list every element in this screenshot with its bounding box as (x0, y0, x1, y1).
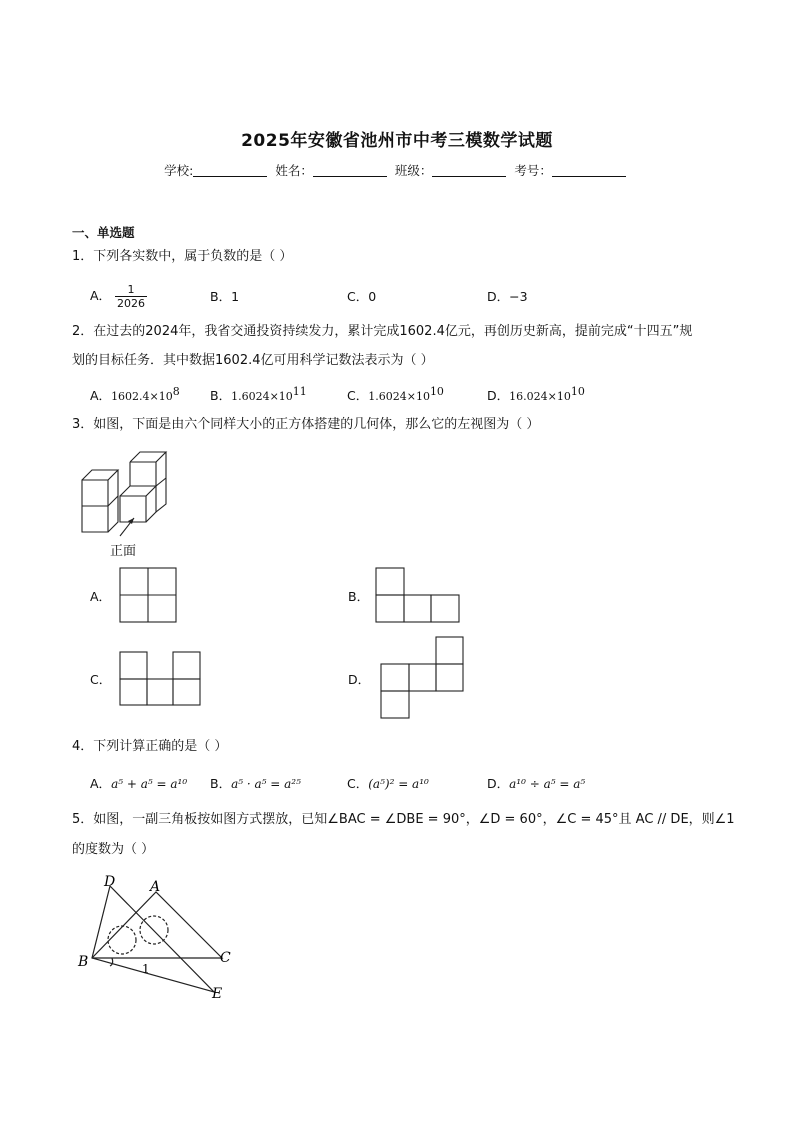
triangle-bac (92, 892, 222, 958)
q5-stem-line2: 的度数为（ ） (72, 842, 155, 857)
q2-stem-line1: 2．在过去的2024年，我省交通投资持续发力，累计完成1602.4亿元，再创历史新高，提前完成“十四五”规 (72, 324, 693, 339)
q3-stem: 3．如图，下面是由六个同样大小的正方体搭建的几何体，那么它的左视图为（ ） (72, 417, 540, 432)
section-title: 一、单选题 (72, 225, 135, 240)
q4-option-a[interactable] (90, 774, 187, 792)
q2-option-c-label: C． (347, 388, 369, 404)
q4-option-d-label: D． (487, 776, 510, 791)
q2-option-a-label: A． (90, 388, 112, 404)
school-label: 学校: (164, 163, 194, 178)
q1-stem: 1．下列各实数中，属于负数的是（ ） (72, 249, 293, 264)
label-e: E (212, 986, 223, 1002)
class-blank[interactable] (432, 164, 506, 177)
q4-option-c-label: C． (347, 776, 369, 791)
q3-option-d-figure[interactable] (380, 636, 466, 720)
q3-option-b-label[interactable]: B． (348, 589, 370, 604)
label-d: D (104, 874, 116, 890)
fraction-denominator: 2026 (117, 297, 146, 310)
angle-1-arc (110, 958, 113, 966)
q2-option-a-base: 1602.4×10 (111, 390, 173, 404)
arrow-head-icon (128, 518, 134, 524)
front-label: 正面 (110, 544, 137, 559)
number-blank[interactable] (552, 164, 626, 177)
exam-title: 2025年安徽省池州市中考三模数学试题 (241, 131, 553, 151)
q3-option-a-label[interactable]: A． (90, 589, 112, 604)
q4-option-a-expr: a⁵ + a⁵ = a¹⁰ (111, 777, 188, 791)
q4-stem: 4．下列计算正确的是（ ） (72, 739, 228, 754)
q4-option-d[interactable] (487, 774, 585, 792)
q4-option-b-expr: a⁵ · a⁵ = a²⁵ (231, 777, 301, 791)
q1-option-a-label: A． (90, 288, 112, 303)
q2-option-c-exp: 10 (429, 385, 444, 398)
q1-option-b[interactable]: B．1 (210, 289, 240, 304)
q2-stem-line2: 划的目标任务．其中数据1602.4亿可用科学记数法表示为（ ） (72, 353, 434, 368)
q3-option-d-label[interactable]: D． (348, 672, 371, 687)
label-b: B (78, 954, 89, 970)
q2-option-b-base: 1.6024×10 (231, 390, 293, 404)
q4-option-b[interactable] (210, 774, 301, 792)
q4-option-d-expr: a¹⁰ ÷ a⁵ = a⁵ (509, 777, 586, 791)
class-label: 班级： (394, 163, 433, 178)
number-label: 考号： (514, 163, 552, 178)
q3-option-b-figure[interactable] (375, 567, 461, 623)
q4-option-c[interactable] (347, 774, 429, 792)
label-c: C (220, 950, 231, 966)
q2-option-b-exp: 11 (292, 385, 307, 398)
q2-option-a[interactable] (90, 385, 180, 404)
q1-option-a[interactable] (90, 283, 147, 310)
q2-option-b-label: B． (210, 388, 232, 404)
q4-option-a-label: A． (90, 776, 112, 791)
q2-option-d[interactable] (487, 385, 585, 404)
q4-option-c-expr: (a⁵)² = a¹⁰ (368, 777, 429, 791)
label-a: A (150, 879, 161, 895)
q1-option-a-fraction (115, 283, 147, 310)
student-info-line (0, 161, 794, 179)
q1-option-c[interactable]: C．0 (347, 289, 377, 304)
q3-option-c-label[interactable]: C． (90, 672, 112, 687)
dashed-circle-left (108, 926, 136, 954)
q2-option-d-exp: 10 (570, 385, 585, 398)
q5-stem-line1: 5．如图，一副三角板按如图方式摆放，已知∠BAC = ∠DBE = 90°，∠D = 60°，∠C = 45°且 AC // DE，则∠1 (72, 812, 735, 827)
q2-option-d-label: D． (487, 388, 510, 404)
name-label: 姓名： (275, 163, 313, 178)
q5-triangle-figure (74, 872, 244, 1002)
q2-option-c-base: 1.6024×10 (368, 390, 430, 404)
q4-option-b-label: B． (210, 776, 232, 791)
fraction-numerator: 1 (115, 283, 147, 297)
q1-option-d[interactable]: D．−3 (487, 289, 528, 304)
school-blank[interactable] (193, 164, 267, 177)
label-angle-1: 1 (142, 962, 150, 976)
q3-option-a-figure[interactable] (119, 567, 179, 623)
q2-option-c[interactable] (347, 385, 444, 404)
name-blank[interactable] (313, 164, 387, 177)
q3-option-c-figure[interactable] (119, 651, 203, 707)
q2-option-a-exp: 8 (172, 385, 180, 398)
q2-option-b[interactable] (210, 385, 307, 404)
q2-option-d-base: 16.024×10 (509, 390, 571, 404)
